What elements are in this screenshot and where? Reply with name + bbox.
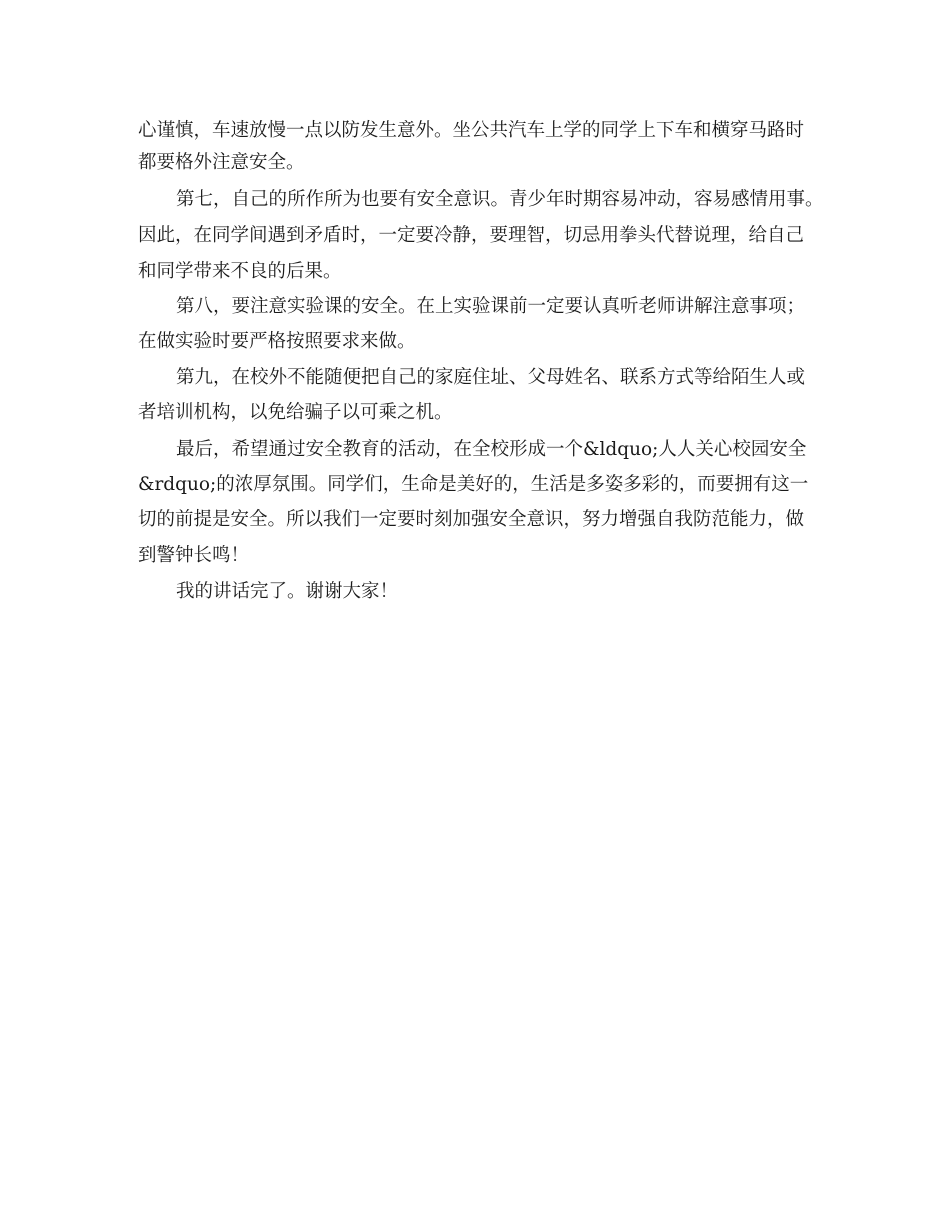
text-line: 都要格外注意安全。 (138, 152, 305, 173)
text-line: 者培训机构，以免给骗子以可乘之机。 (138, 402, 453, 423)
text-line: &rdquo;的浓厚氛围。同学们，生命是美好的，生活是多姿多彩的，而要拥有这一 (138, 474, 809, 495)
text-line: 心谨慎，车速放慢一点以防发生意外。坐公共汽车上学的同学上下车和横穿马路时 (138, 120, 805, 141)
text-line: 到警钟长鸣！ (138, 545, 250, 566)
paragraph-start-line: 最后，希望通过安全教育的活动，在全校形成一个&ldquo;人人关心校园安全 (176, 439, 807, 460)
paragraph-start-line: 第七，自己的所作所为也要有安全意识。青少年时期容易冲动，容易感情用事。 (176, 189, 824, 210)
text-line: 切的前提是安全。所以我们一定要时刻加强安全意识，努力增强自我防范能力，做 (138, 509, 805, 530)
paragraph-start-line: 我的讲话完了。谢谢大家！ (176, 581, 399, 602)
text-line: 因此，在同学间遇到矛盾时，一定要冷静，要理智，切忌用拳头代替说理，给自己 (138, 225, 805, 246)
paragraph-start-line: 第八，要注意实验课的安全。在上实验课前一定要认真听老师讲解注意事项； (176, 296, 806, 317)
text-line: 和同学带来不良的后果。 (138, 261, 342, 282)
paragraph-start-line: 第九，在校外不能随便把自己的家庭住址、父母姓名、联系方式等给陌生人或 (176, 367, 806, 388)
text-line: 在做实验时要严格按照要求来做。 (138, 331, 416, 352)
